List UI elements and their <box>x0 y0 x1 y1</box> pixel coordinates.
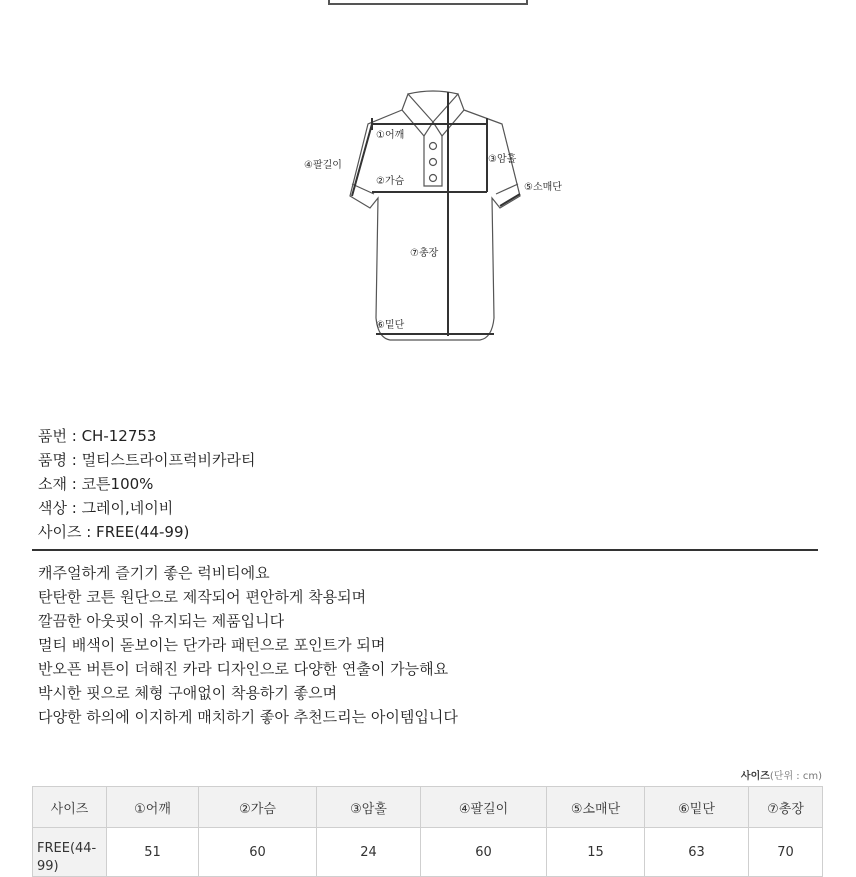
header-sleeve-hem: ⑤소매단 <box>547 787 645 828</box>
description-line: 반오픈 버튼이 더해진 카라 디자인으로 다양한 연출이 가능해요 <box>38 660 449 678</box>
cell-armhole: 24 <box>317 828 421 877</box>
spec-material: 소재 : 코튼100% <box>38 475 154 493</box>
cell-hem: 63 <box>645 828 749 877</box>
label-chest: ②가슴 <box>376 176 405 187</box>
cell-total-length: 70 <box>749 828 823 877</box>
cell-shoulder: 51 <box>107 828 199 877</box>
header-sleeve-length: ④팔길이 <box>421 787 547 828</box>
label-sleeve-length: ④팔길이 <box>304 160 342 171</box>
table-row <box>33 828 823 877</box>
label-armhole: ③암홀 <box>488 154 517 165</box>
label-hem: ⑥밑단 <box>376 320 405 331</box>
product-description <box>38 561 818 729</box>
cell-sleeve-hem: 15 <box>547 828 645 877</box>
label-shoulder: ①어깨 <box>376 130 405 141</box>
spec-item-number: 품번 : CH-12753 <box>38 427 157 445</box>
description-line: 다양한 하의에 이지하게 매치하기 좋아 추천드리는 아이템입니다 <box>38 708 458 726</box>
header-size: 사이즈 <box>33 787 107 828</box>
section-divider <box>32 549 818 551</box>
header-chest: ②가슴 <box>199 787 317 828</box>
spec-product-name: 품명 : 멀티스트라이프럭비카라티 <box>38 451 256 469</box>
header-armhole: ③암홀 <box>317 787 421 828</box>
label-sleeve-hem: ⑤소매단 <box>524 182 562 193</box>
cell-sleeve-length: 60 <box>421 828 547 877</box>
label-total-length: ⑦총장 <box>410 248 439 259</box>
top-frame <box>328 0 528 5</box>
spec-size: 사이즈 : FREE(44-99) <box>38 523 190 541</box>
shirt-measurement-diagram <box>290 78 580 368</box>
size-table <box>32 786 823 877</box>
product-specs <box>38 424 818 544</box>
description-line: 멀티 배색이 돋보이는 단가라 패턴으로 포인트가 되며 <box>38 636 386 654</box>
spec-color: 색상 : 그레이,네이비 <box>38 499 174 517</box>
description-line: 탄탄한 코튼 원단으로 제작되어 편안하게 착용되며 <box>38 588 367 606</box>
description-line: 박시한 핏으로 체형 구애없이 착용하기 좋으며 <box>38 684 338 702</box>
header-hem: ⑥밑단 <box>645 787 749 828</box>
cell-size: FREE(44-99) <box>33 828 107 877</box>
unit-label: 사이즈 <box>740 771 770 782</box>
size-unit-note <box>741 767 822 782</box>
header-shoulder: ①어깨 <box>107 787 199 828</box>
cell-chest: 60 <box>199 828 317 877</box>
size-table-header-row <box>33 787 823 828</box>
description-line: 깔끔한 아웃핏이 유지되는 제품입니다 <box>38 612 285 630</box>
unit-value: (단위 : cm) <box>769 771 822 782</box>
description-line: 캐주얼하게 즐기기 좋은 럭비티에요 <box>38 564 270 582</box>
shirt-outline <box>350 91 520 340</box>
header-total-length: ⑦총장 <box>749 787 823 828</box>
